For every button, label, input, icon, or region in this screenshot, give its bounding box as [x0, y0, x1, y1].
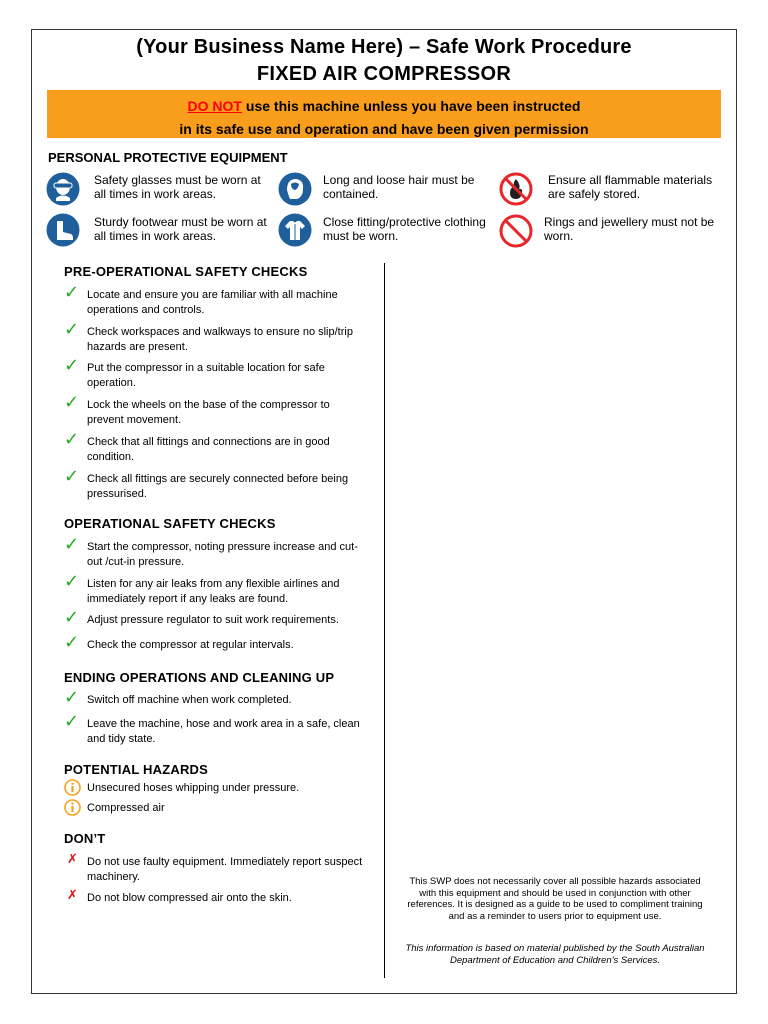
check-icon: ✓ — [64, 534, 80, 554]
disclaimer-text: This SWP does not necessarily cover all possible hazards associated with this equipment and should be used in conjunction with other references. It is designed as a guide to be used to compliment training and as a reminder to users prior to equipment use. — [407, 876, 703, 922]
check-icon: ✓ — [64, 392, 80, 412]
no-jewellery-icon — [499, 214, 533, 248]
warning-banner — [47, 90, 721, 138]
ppe-text-footwear: Sturdy footwear must be worn at all times in work areas. — [94, 215, 267, 243]
ending-heading: ENDING OPERATIONS AND CLEANING UP — [64, 670, 335, 685]
warning-line-1: use this machine unless you have been instructed — [242, 98, 581, 114]
cross-icon: ✗ — [67, 851, 78, 866]
do-not-label: DO NOT — [187, 98, 242, 114]
safety-footwear-icon — [46, 213, 80, 247]
cross-icon: ✗ — [67, 887, 78, 902]
op-heading: OPERATIONAL SAFETY CHECKS — [64, 516, 276, 531]
check-icon: ✓ — [64, 571, 80, 591]
hair-containment-icon — [278, 172, 312, 206]
check-icon: ✓ — [64, 319, 80, 339]
source-note: This information is based on material published by the South Australian Department of Education and Children’s Services. — [405, 943, 705, 966]
safety-glasses-icon — [46, 172, 80, 206]
check-icon: ✓ — [64, 711, 80, 731]
ppe-text-clothing: Close fitting/protective clothing must be worn. — [323, 215, 486, 243]
hazards-heading: POTENTIAL HAZARDS — [64, 762, 208, 777]
check-icon: ✓ — [64, 466, 80, 486]
machine-name: FIXED AIR COMPRESSOR — [256, 63, 512, 85]
warning-line-2: in its safe use and operation and have been given permission — [179, 121, 589, 137]
check-icon: ✓ — [64, 355, 80, 375]
document-title: (Your Business Name Here) – Safe Work Procedure — [136, 36, 632, 58]
no-flammables-icon — [499, 172, 533, 206]
check-icon: ✓ — [64, 632, 80, 652]
check-icon: ✓ — [64, 607, 80, 627]
ppe-text-jewellery: Rings and jewellery must not be worn. — [544, 215, 715, 243]
hazard-info-icon — [64, 799, 81, 816]
hazard-info-icon — [64, 779, 81, 796]
ppe-text-hair: Long and loose hair must be contained. — [323, 173, 475, 201]
pre-op-heading: PRE-OPERATIONAL SAFETY CHECKS — [64, 264, 308, 279]
ppe-heading: PERSONAL PROTECTIVE EQUIPMENT — [48, 150, 288, 165]
ppe-text-glasses: Safety glasses must be worn at all times in work areas. — [94, 173, 261, 201]
protective-clothing-icon — [278, 213, 312, 247]
check-icon: ✓ — [64, 687, 80, 707]
check-icon: ✓ — [64, 429, 80, 449]
dont-heading: DON’T — [64, 831, 106, 846]
check-icon: ✓ — [64, 282, 80, 302]
ppe-text-flammables: Ensure all flammable materials are safely stored. — [548, 173, 713, 201]
column-divider — [384, 263, 385, 978]
